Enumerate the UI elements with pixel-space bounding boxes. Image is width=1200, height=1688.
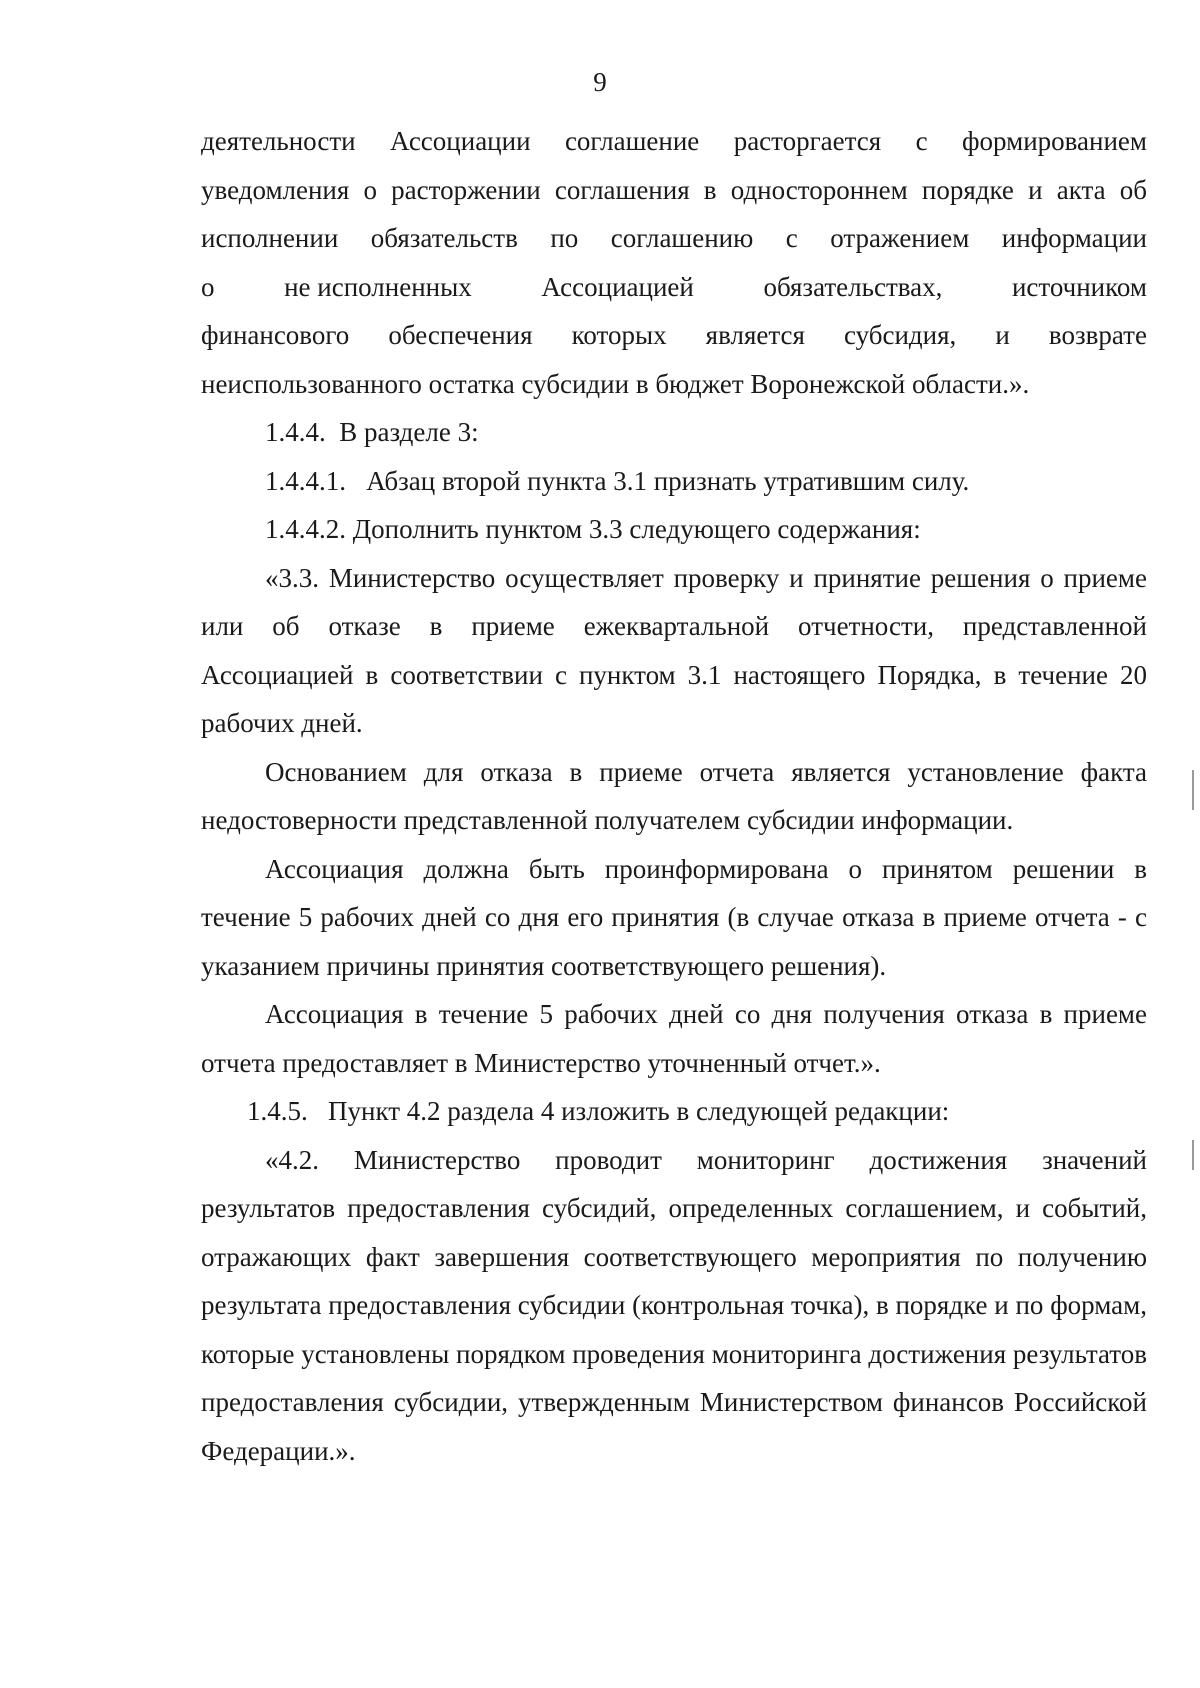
word: обязательств [370,223,518,253]
scan-edge-mark [1192,1140,1194,1170]
clause-1-4-4: 1.4.4. В разделе 3: [265,417,479,447]
word: деятельности [201,126,356,156]
paragraph-3-3: «3.3. Министерство осуществляет проверку и принятие решения о приеме или об отказе в приеме ежеквартальной отчетности, представленной Ассоциацией в соответствии с пунктом 3.1 настоящего Порядка, в течение 20 рабочих дней. [201,562,1147,738]
word: обязательствах, [763,271,943,302]
word: не исполненных [284,271,472,302]
word: с [915,126,928,156]
word: по [550,223,579,253]
word: отражением [830,223,970,253]
word: расторгается [733,126,882,156]
word: Ассоциацией [541,271,694,302]
word: о [201,271,215,302]
text-line [201,263,1147,312]
page-number: 9 [593,67,607,97]
word: соглашению [610,223,754,253]
word: обеспечения [388,320,533,350]
word: с [785,223,798,253]
paragraph-4-2: «4.2. Министерство проводит мониторинг достижения значений результатов предоставления субсидий, определенных соглашением, и событий, отражающих факт завершения соответствующего мероприятия по получению результата предоставления субсидии (контрольная точка), в порядке и по формам, которые установлены порядком проведения мониторинга достижения результатов предоставления субсидии, утвержденным Министерством финансов Российской Федерации.». [201,1144,1147,1466]
scan-edge-mark [1192,770,1194,810]
word: возврате [1048,320,1147,350]
word: информации [1001,223,1147,253]
text-line [201,117,1147,166]
word: субсидия, [843,320,957,350]
word: которых [571,320,667,350]
text-line [201,214,1147,263]
clause-1-4-4-1: 1.4.4.1. Абзац второй пункта 3.1 признать утратившим силу. [265,465,970,496]
word: финансового [201,320,350,350]
word: Ассоциации [390,126,531,156]
word: исполнении [201,223,339,253]
word: формированием [962,126,1147,156]
word: является [705,320,805,350]
clause-1-4-4-2: 1.4.4.2. Дополнить пунктом 3.3 следующего содержания: [265,514,921,544]
paragraph-association-revised-report: Ассоциация в течение 5 рабочих дней со дня получения отказа в приеме отчета предоставляет в Министерство уточненный отчет.». [201,999,1147,1078]
word: источником [1011,271,1147,302]
document-body [201,117,1147,1475]
word: соглашение [564,126,700,156]
word: и [995,320,1010,350]
paragraph-grounds-for-refusal: Основанием для отказа в приеме отчета является установление факта недостоверности представленной получателем субсидии информации. [201,756,1147,835]
paragraph-association-notified: Ассоциация должна быть проинформирована о принятом решении в течение 5 рабочих дней со дня его принятия (в случае отказа в приеме отчета - с указанием причины принятия соответствующего решения). [201,853,1147,981]
text-line: неиспользованного остатка субсидии в бюджет Воронежской области.». [201,368,1030,399]
text-line: уведомления о расторжении соглашения в одностороннем порядке и акта об [201,174,1147,205]
text-line [201,311,1147,360]
clause-1-4-5: 1.4.5. Пункт 4.2 раздела 4 изложить в следующей редакции: [247,1096,950,1126]
